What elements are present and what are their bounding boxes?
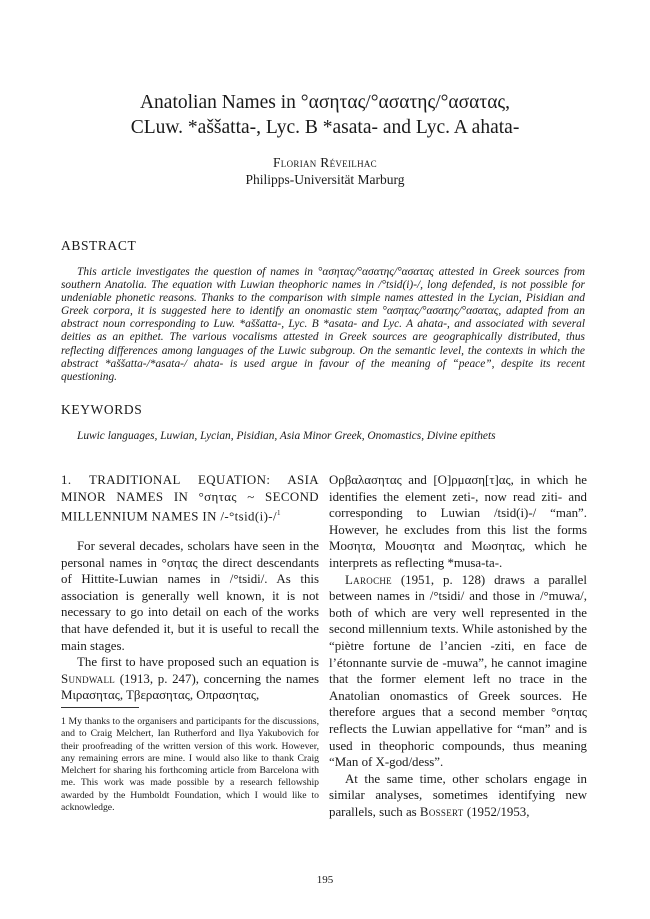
page-number: 195 — [316, 874, 334, 886]
right-column — [329, 472, 587, 820]
abstract-text: This article investigates the question of names in °ασητας/°ασατης/°ασατας attested in Greek sources from southern Anatolia. The equation with Luwian theophoric names in /°tsid(i)-/, long defended, is not possible for undeniable phonetic reasons. Thanks to the comparison with simple names attested in the Lycian, Pisidian and Greek corpora, it is suggested here to identify an onomastic stem °ασητας/°ασατης/°ασατας, adapted from an abstract noun corresponding to Luw. *aššatta-, Lyc. B *asata- and Lyc. A ahata-, and associated with several deities as an epithet. The various vocalisms attested in Greek sources are geographically distributed, thus reflecting differences among languages of the Luwic subgroup. On the semantic level, the contexts in which the abstract *aššatta-/*asata-/ ahata- is used argue in favour of the meaning of “peace”, despite its recent questioning. — [61, 266, 585, 383]
section-heading — [61, 472, 319, 525]
right-paragraph-3 — [329, 771, 587, 821]
left-paragraph-2-start: The first to have proposed such an equation is — [77, 655, 319, 670]
section-heading-text: 1. TRADITIONAL EQUATION: ASIA MINOR NAMES IN °σητας ~ SECOND MILLENNIUM NAMES IN /-°tsid(i)-/ — [61, 473, 319, 524]
author-block — [60, 154, 590, 188]
footnote-rule — [61, 707, 139, 708]
right-paragraph-2 — [329, 572, 587, 771]
footnote-1: 1 My thanks to the organisers and participants for the discussions, and to Craig Melchert, Ian Rutherford and Ilya Yakubovich for their proofreading of the written version of this work. However, any remaining errors are mine. I would also like to thank Craig Melchert for sharing his forthcoming article from Barcelona with me. This work was made possible by a research fellowship awarded by the Humboldt Foundation, which I would like to acknowledge. — [61, 716, 319, 814]
left-paragraph-1: For several decades, scholars have seen in the personal names in °σητας the direct descendants of Hittite-Luwian names in /°tsidi/. As this association is generally well known, it is not necessary to go into detail on each of the works that have defended it, but it is useful to recall the main stages. — [61, 539, 319, 653]
cited-author-bossert: Bossert — [419, 804, 464, 819]
title-line-1: Anatolian Names in °ασητας/°ασατης/°ασατας, — [139, 92, 511, 113]
left-paragraph-2 — [61, 654, 319, 704]
right-paragraph-2-rest: (1951, p. 128) draws a parallel between names in /°tsidi/ and those in /°muwa/, both of which are very well represented in the second millennium texts. While astonished by the “piètre fortune de l’ancien -ziti, en face de l’étonnante survie de -muwa”, he cannot imagine that the former element left no trace in the Anatolian onomastics of Greek sources. He therefore argues that a second member °σητας reflects the Luwian appellative for “man” and is used in theophoric compounds, thus meaning “Man of X-god/dess”. — [329, 572, 587, 770]
left-column — [61, 472, 319, 704]
keywords-heading: KEYWORDS — [61, 402, 143, 417]
article-title — [60, 90, 590, 140]
cited-author-laroche: Laroche — [345, 572, 392, 587]
right-paragraph-3-rest: (1952/1953, — [463, 804, 530, 819]
abstract-heading: ABSTRACT — [61, 238, 137, 253]
author-name: Florian Réveilhac — [273, 155, 377, 170]
left-paragraph-2-rest: (1913, p. 247), concerning the names Μιρασητας, Τβερασητας, Οπρασητας, — [61, 671, 319, 703]
right-paragraph-1: Ορβαλασητας and [Ο]ρμαση[τ]ας, in which he identifies the element zeti-, now read ziti- and corresponding to Luwian /tsid(i)-/ “man”. However, he excludes from this list the forms Μοσητα, Μουσητα and Μωσητας, which he interprets as reflecting *musa-ta-. — [329, 473, 587, 570]
footnote-ref: 1 — [276, 509, 281, 518]
keywords-text: Luwic languages, Luwian, Lycian, Pisidian, Asia Minor Greek, Onomastics, Divine epithets — [77, 430, 496, 442]
author-affiliation: Philipps-Universität Marburg — [245, 172, 405, 187]
title-line-2: CLuw. *aššatta-, Lyc. B *asata- and Lyc. A ahata- — [130, 117, 520, 138]
right-paragraph-3-start: At the same time, other scholars engage in similar analyses, sometimes identifying new parallels, such as — [329, 771, 587, 819]
cited-author-sundwall: Sundwall — [61, 671, 116, 686]
